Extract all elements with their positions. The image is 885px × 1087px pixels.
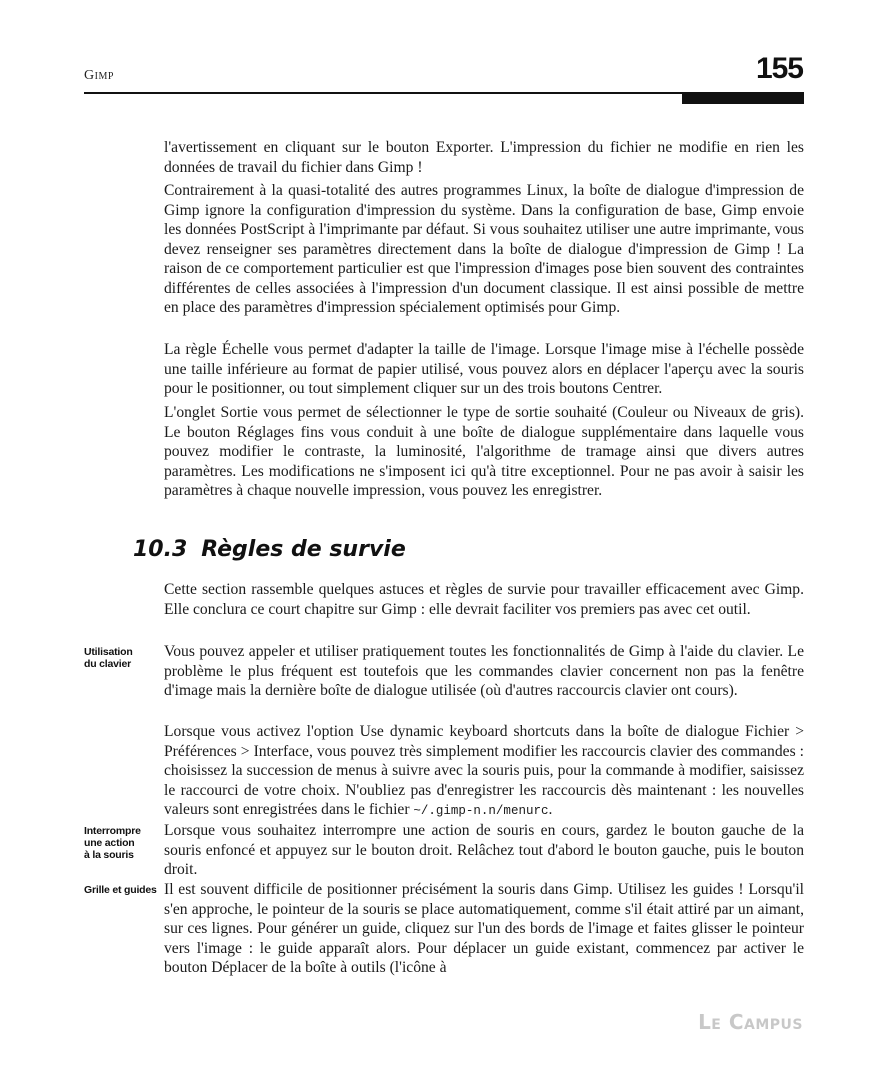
margin-note-line: une action [84, 837, 135, 849]
margin-note-interrupt [84, 825, 160, 861]
running-head: Gimp [84, 68, 114, 83]
margin-note-line: à la souris [84, 849, 134, 861]
paragraph-intro: Cette section rassemble quelques astuces et règles de survie pour travailler efficacement avec Gimp. Elle conclura ce court chapitre sur Gimp : elle devrait faciliter vos premiers pas avec cet outil. [164, 581, 804, 618]
section-number: 10.3 [133, 537, 188, 562]
section-heading [133, 537, 406, 562]
margin-note-keyboard [84, 646, 160, 670]
paragraph-dynamic-shortcuts [164, 722, 804, 822]
paragraph-scale-rule: La règle Échelle vous permet d'adapter la taille de l'image. Lorsque l'image mise à l'échelle possède une taille inférieure au format de papier utilisé, vous pouvez alors en déplacer l'aperçu avec la souris pour le positionner, ou tout simplement cliquer sur un des trois boutons Centrer. [164, 341, 804, 397]
paragraph-end: . [548, 801, 553, 818]
paragraph-interrupt: Lorsque vous souhaitez interrompre une action de souris en cours, gardez le bouton gauche de la souris enfoncé et appuyez sur le bouton droit. Relâchez tout d'abord le bouton gauche, puis le bouton droit. [164, 822, 804, 878]
margin-note-line: Utilisation [84, 646, 133, 658]
paragraph-output-tab: L'onglet Sortie vous permet de sélectionner le type de sortie souhaité (Couleur ou Niveaux de gris). Le bouton Réglages fins vous conduit à une boîte de dialogue supplémentaire dans laquelle vous pouvez modifier le contraste, la luminosité, l'algorithme de tramage ainsi que divers autres paramètres. Les modifications ne s'imposent ici qu'à titre exceptionnel. Pour ne pas avoir à saisir les paramètres à chaque nouvelle impression, vous pouvez les enregistrer. [164, 404, 804, 499]
file-path: ~/.gimp-n.n/menurc [413, 804, 549, 818]
margin-note-guides: Grille et guides [84, 884, 157, 896]
paragraph-guides: Il est souvent difficile de positionner précisément la souris dans Gimp. Utilisez les guides ! Lorsqu'il s'en approche, le pointeur de la souris se place automatiquement, comme s'il était attiré par un aimant, sur ces lignes. Pour générer un guide, cliquez sur l'un des bords de l'image et faites glisser le pointeur vers l'image : le guide apparaît alors. Pour déplacer un guide existant, commencez par activer le bouton Déplacer de la boîte à outils (l'icône à [164, 881, 804, 976]
margin-note-line: Interrompre [84, 825, 141, 837]
paragraph-export-note: l'avertissement en cliquant sur le bouton Exporter. L'impression du fichier ne modifie en rien les données de travail du fichier dans Gimp ! [164, 139, 804, 176]
header-bar [682, 92, 804, 104]
footer-brand-logo: Le Campus [698, 1010, 803, 1034]
paragraph-text: Lorsque vous activez l'option Use dynamic keyboard shortcuts dans la boîte de dialogue Fichier > Préférences > Interface, vous pouvez très simplement modifier les raccourcis clavier des commandes : choisissez la succession de menus à suivre avec la souris puis, pour la commande à modifier, saisissez le raccourci de votre choix. N'oubliez pas d'enregistrer les raccourcis dès maintenant : les nouvelles valeurs sont enregistrées dans le fichier [164, 723, 804, 818]
page-number: 155 [755, 52, 803, 85]
paragraph-keyboard: Vous pouvez appeler et utiliser pratiquement toutes les fonctionnalités de Gimp à l'aide du clavier. Le problème le plus fréquent est toutefois que les commandes clavier concernent non pas la fenêtre d'image mais la dernière boîte de dialogue utilisée (où d'autres raccourcis clavier ont cours). [164, 643, 804, 699]
section-title: Règles de survie [201, 537, 406, 562]
paragraph-print-dialog: Contrairement à la quasi-totalité des autres programmes Linux, la boîte de dialogue d'impression de Gimp ignore la configuration d'impression du système. Dans la configuration de base, Gimp envoie les données PostScript à l'imprimante par défaut. Si vous souhaitez utiliser une autre imprimante, vous devez renseigner ses paramètres directement dans la boîte de dialogue d'impression de Gimp ! La raison de ce comportement particulier est que l'impression d'images pose bien souvent des contraintes différentes de celles associées à l'impression d'un document classique. Il est ainsi possible de mettre en place des paramètres d'impression spécialement optimisés pour Gimp. [164, 182, 804, 316]
margin-note-line: du clavier [84, 658, 132, 670]
